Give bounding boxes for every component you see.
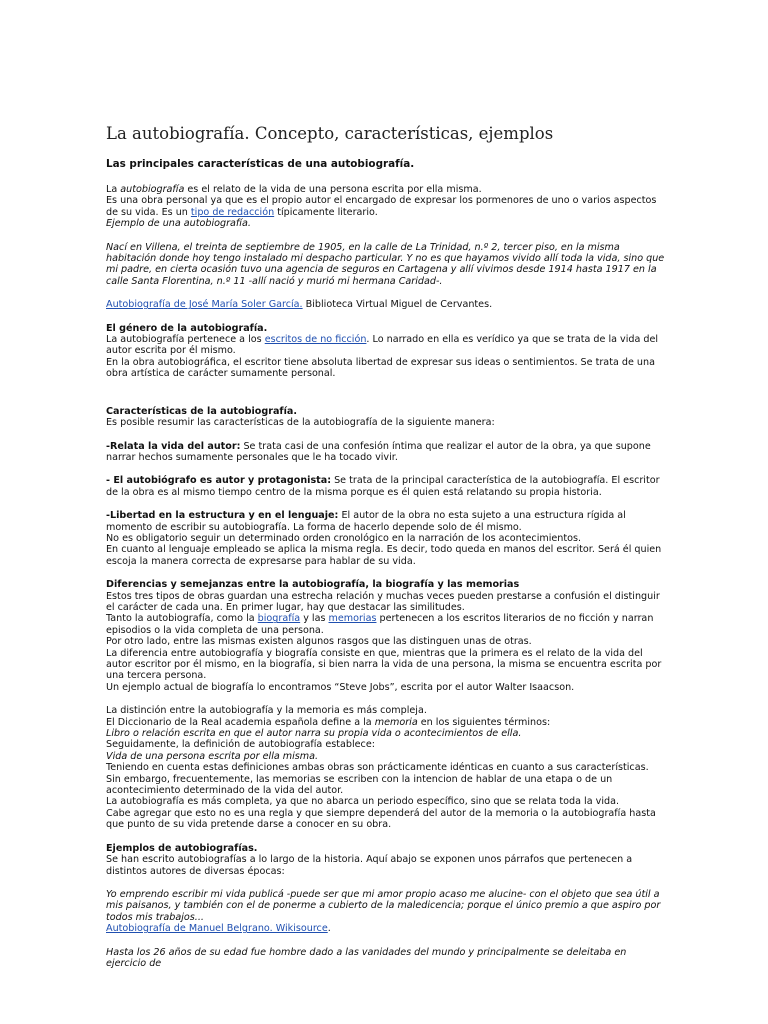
ejemplos-section: Ejemplos de autobiografías. Se han escrito autobiografías a lo largo de la historia. Aquí abajo se exponen unos párrafos que pertenecen a distintos autores de diversas épocas: [106, 843, 668, 877]
intro-line-2: Es una obra personal ya que es el propio autor el encargado de expresar los pormenores de uno o varios aspectos de su vida. Es un tipo de redacción típicamente literario. [106, 195, 657, 218]
memorias-link[interactable]: memorias [328, 613, 377, 625]
source-soler: Autobiografía de José María Soler García. Biblioteca Virtual Miguel de Cervantes. [106, 299, 493, 311]
ejemplos-heading: Ejemplos de autobiografías. [106, 842, 258, 854]
intro-line-1: La autobiografía es el relato de la vida de una persona escrita por ella misma. [106, 184, 482, 195]
biografia-link[interactable]: biografía [257, 613, 301, 625]
no-ficcion-link[interactable]: escritos de no ficción [264, 334, 367, 346]
quote-belgrano: Yo emprendo escribir mi vida publicá -puede ser que mi amor propio acaso me alucine- con el objeto que sea útil a mis paisanos, y también con el de ponerme a cubierto de la maledicencia; porque el único premio a que aspiro por todos mis trabajos... Autobiografía de Manuel Belgrano. Wikisource. [106, 888, 661, 935]
soler-garcia-link[interactable]: Autobiografía de José María Soler García. [106, 299, 303, 311]
quote-second: Hasta los 26 años de su edad fue hombre dado a las vanidades del mundo y principalmente se deleitaba en ejercicio de [106, 946, 627, 969]
diferencias-heading: Diferencias y semejanzas entre la autobiografía, la biografía y las memorias [106, 579, 520, 591]
caracteristica-item-2: - El autobiógrafo es autor y protagonista: Se trata de la principal característica de la autobiografía. El escritor de la obra es al mismo tiempo centro de la misma porque es él quien está relatando su propia historia. [106, 475, 660, 498]
caracteristicas-heading: Características de la autobiografía. [106, 405, 298, 417]
genero-heading: El género de la autobiografía. [106, 322, 268, 334]
diferencias-section: Diferencias y semejanzas entre la autobiografía, la biografía y las memorias Estos tres tipos de obras guardan una estrecha relación y muchas veces pueden prestarse a confusión el distinguir el carácter de cada una. En primer lugar, hay que destacar las similitudes. Tanto la autobiografía, como la biografía y las memorias pertenecen a los escritos literarios de no ficción y narran episodios o la vida completa de una persona. Por otro lado, entre las mismas existen algunos rasgos que las distinguen unas de otras. La diferencia entre autobiografía y biografía consiste en que, mientras que la primera es el relato de la vida del autor escritor por él mismo, en la biografía, si bien narra la vida de una persona, la misma se encuentra escrita por una tercera persona. Un ejemplo actual de biografía lo encontramos “Steve Jobs”, escrita por el autor Walter Isaacson. [106, 579, 668, 693]
page-title: La autobiografía. Concepto, características, ejemplos [106, 124, 554, 143]
intro-section [106, 184, 668, 230]
quote-soler: Nací en Villena, el treinta de septiembre de 1905, en la calle de La Trinidad, n.º 2, tercer piso, en la misma habitación donde hoy tengo instalado mi despacho particular. Y no es que hayamos vivido allí toda la vida, sino que mi padre, en cierta ocasión tuvo una agencia de seguros en Cartagena y allí vivimos desde 1914 hasta 1917 en la calle Santa Florentina, n.º 11 -allí nació y murió mi hermana Caridad-. [106, 241, 665, 287]
caracteristica-item-1: -Relata la vida del autor: Se trata casi de una confesión íntima que realizar el autor de la obra, ya que supone narrar hechos sumamente personales que le ha tocado vivir. [106, 440, 651, 463]
tipo-de-redaccion-link[interactable]: tipo de redacción [190, 206, 275, 218]
caracteristica-item-3: -Libertad en la estructura y en el lenguaje: El autor de la obra no esta sujeto a una estructura rígida al momento de escribir su autobiografía. La forma de hacerlo depende solo de él mismo. No es obligatorio seguir un determinado orden cronológico en la narración de los acontecimientos. En cuanto al lenguaje empleado se aplica la misma regla. Es decir, todo queda en manos del escritor. Será él quien escoja la manera correcta de expresarse para hablar de su vida. [106, 510, 662, 567]
genero-section: El género de la autobiografía. La autobiografía pertenece a los escritos de no ficción. Lo narrado en ella es verídico ya que se trata de la vida del autor escrita por él mismo. En la obra autobiográfica, el escritor tiene absoluta libertad de expresar sus ideas o sentimientos. Se trata de una obra artística de carácter sumamente personal. [106, 323, 668, 380]
caracteristicas-section: Características de la autobiografía. Es posible resumir las características de la autobiografía de la siguiente manera: [106, 406, 668, 429]
belgrano-wikisource-link[interactable]: Autobiografía de Manuel Belgrano. Wikisource [106, 923, 328, 935]
memoria-section: La distinción entre la autobiografía y la memoria es más compleja. El Diccionario de la Real academia española define a la memoria en los siguientes términos: Libro o relación escrita en que el autor narra su propia vida o acontecimientos de ella. Seguidamente, la definición de autobiografía establece: Vida de una persona escrita por ella misma. Teniendo en cuenta estas definiciones ambas obras son prácticamente idénticas en cuanto a sus características. Sin embargo, frecuentemente, las memorias se escriben con la intencion de hablar de una etapa o de un acontecimiento determinado de la vida del autor. La autobiografía es más completa, ya que no abarca un periodo específico, sino que se relata toda la vida. Cabe agregar que esto no es una regla y que siempre dependerá del autor de la memoria o la autobiografía hasta que punto de su vida pretende darse a conocer en su obra. [106, 705, 656, 831]
intro-example-label: Ejemplo de una autobiografía. [106, 218, 251, 230]
page-subtitle: Las principales características de una autobiografía. [106, 158, 415, 170]
